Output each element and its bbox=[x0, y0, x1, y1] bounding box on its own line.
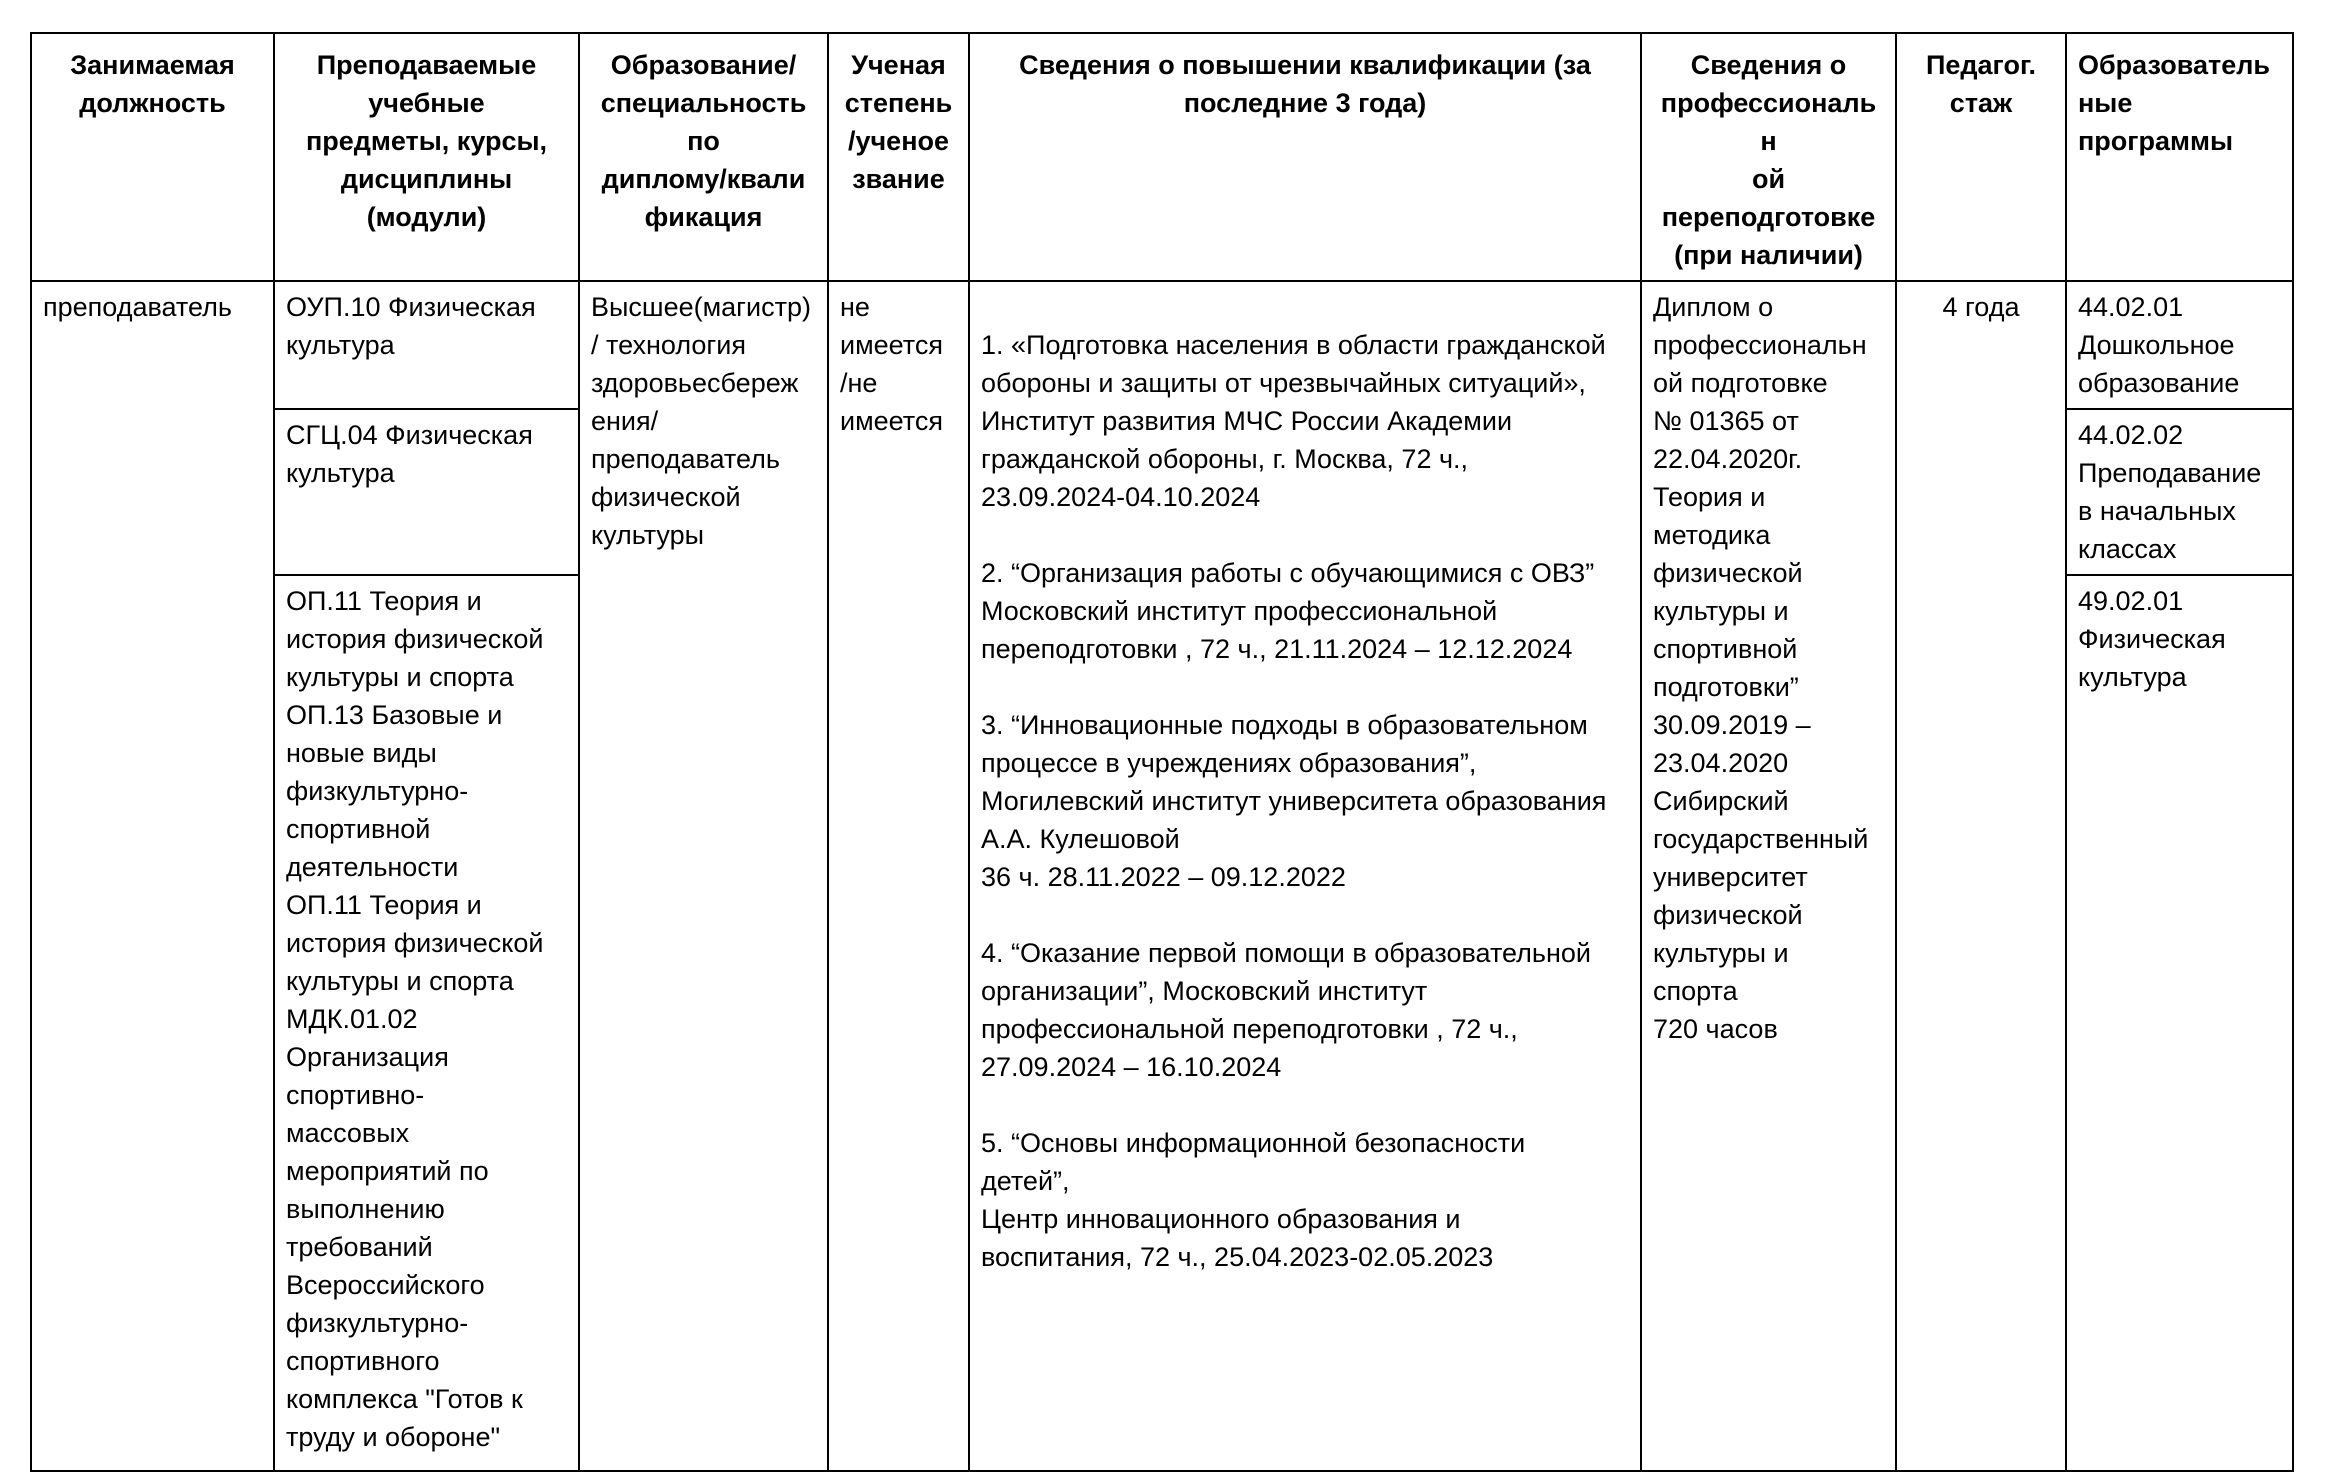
qualification-item-5: 5. “Основы информационной безопасности детей”, Центр инновационного образования и воспитания, 72 ч., 25.04.2023-02.05.2023 bbox=[981, 1128, 1526, 1272]
cell-program-1: 44.02.01 Дошкольное образование bbox=[2066, 281, 2293, 409]
header-programs: Образователь ные программы bbox=[2066, 33, 2293, 281]
qualification-item-2: 2. “Организация работы с обучающимися с ОВЗ” Московский институт профессиональной переподготовки , 72 ч., 21.11.2024 – 12.12.2024 bbox=[981, 558, 1595, 664]
header-qualification: Сведения о повышении квалификации (за последние 3 года) bbox=[969, 33, 1641, 281]
cell-experience: 4 года bbox=[1896, 281, 2066, 1471]
header-subjects: Преподаваемые учебные предметы, курсы, дисциплины (модули) bbox=[274, 33, 579, 281]
table-row bbox=[31, 281, 2293, 409]
cell-program-3: 49.02.01 Физическая культура bbox=[2066, 575, 2293, 1471]
qualification-item-1: 1. «Подготовка населения в области гражданской обороны и защиты от чрезвычайных ситуаций», Институт развития МЧС России Академии гражданской обороны, г. Москва, 72 ч., 23.09.2024-04.10.2024 bbox=[981, 330, 1606, 512]
header-retraining: Сведения о профессиональн ой переподготовке (при наличии) bbox=[1641, 33, 1896, 281]
header-experience: Педагог. стаж bbox=[1896, 33, 2066, 281]
header-position: Занимаемая должность bbox=[31, 33, 274, 281]
qualification-item-3: 3. “Инновационные подходы в образовательном процессе в учреждениях образования”, Могилевский институт университета образования А.А. Кулешовой 36 ч. 28.11.2022 – 09.12.2022 bbox=[981, 710, 1607, 892]
cell-position: преподаватель bbox=[31, 281, 274, 1471]
cell-retraining: Диплом о профессиональн ой подготовке № 01365 от 22.04.2020г. Теория и методика физической культуры и спортивной подготовки” 30.09.2019 – 23.04.2020 Сибирский государственный университет физической культуры и спорта 720 часов bbox=[1641, 281, 1896, 1471]
qualification-item-4: 4. “Оказание первой помощи в образовательной организации”, Московский институт профессиональной переподготовки , 72 ч., 27.09.2024 – 16.10.2024 bbox=[981, 938, 1591, 1082]
cell-program-2: 44.02.02 Преподавание в начальных классах bbox=[2066, 409, 2293, 575]
cell-degree: не имеется /не имеется bbox=[828, 281, 969, 1471]
cell-subject-2: СГЦ.04 Физическая культура bbox=[274, 409, 579, 575]
cell-subject-3: ОП.11 Теория и история физической культуры и спорта ОП.13 Базовые и новые виды физкультурно- спортивной деятельности ОП.11 Теория и история физической культуры и спорта МДК.01.02 Организация спортивно- массовых мероприятий по выполнению требований Всероссийского физкультурно- спортивного комплекса "Готов к труду и обороне" bbox=[274, 575, 579, 1471]
table-header-row bbox=[31, 33, 2293, 281]
header-degree: Ученая степень /ученое звание bbox=[828, 33, 969, 281]
header-education: Образование/ специальность по диплому/квали фикация bbox=[579, 33, 828, 281]
cell-qualification bbox=[969, 281, 1641, 1471]
qualification-table bbox=[30, 32, 2294, 1472]
cell-subject-1: ОУП.10 Физическая культура bbox=[274, 281, 579, 409]
cell-education: Высшее(магистр) / технология здоровьесбереж ения/ преподаватель физической культуры bbox=[579, 281, 828, 1471]
